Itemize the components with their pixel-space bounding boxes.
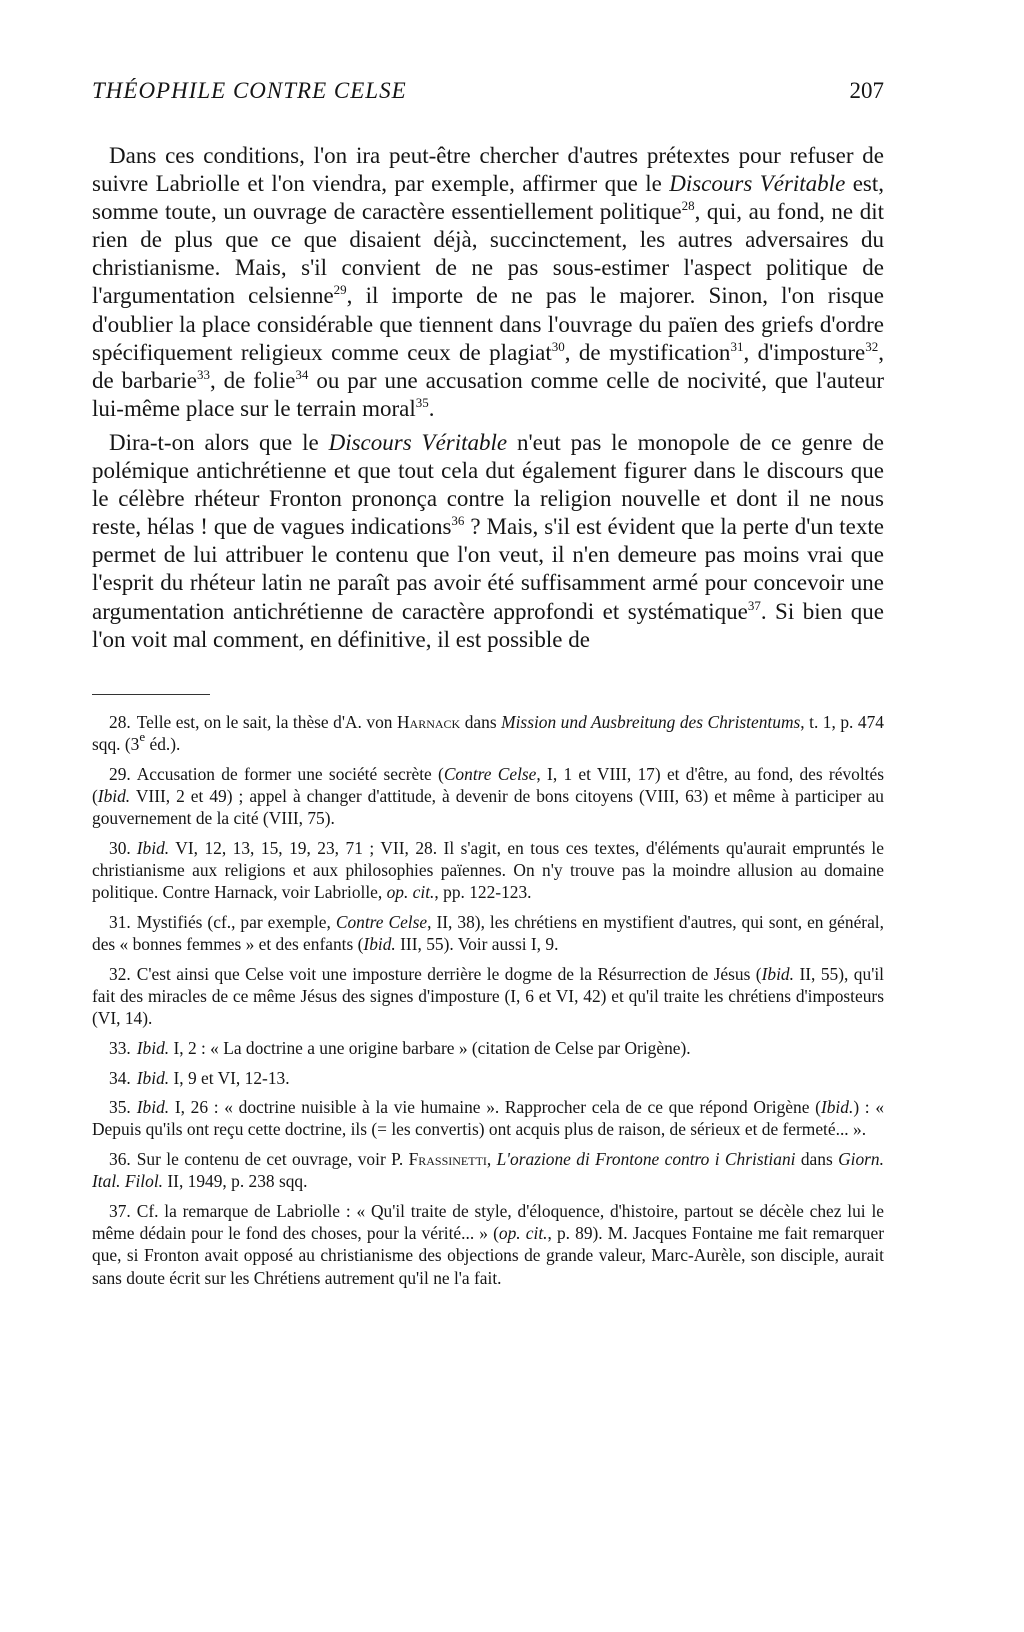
text-run: Cf. la remarque de Labriolle : « Qu'il traite de style, d'éloquence, d'histoire, partout se décèle chez lui le même dédain pour le fond des choses, pour la vérité... » (	[92, 1201, 884, 1244]
text-run: , t. 1, p. 474 sqq. (3	[92, 711, 884, 754]
footnote-ref: 31	[730, 338, 744, 354]
main-text	[92, 142, 884, 654]
text-run: C'est ainsi que Celse voit une imposture derrière le dogme de la Résurrection de Jésus (	[136, 963, 762, 984]
footnote-number: 29.	[109, 763, 131, 784]
footnote-text	[92, 838, 884, 902]
text-run: , de barbarie	[92, 339, 884, 393]
text-run: ou par une accusation comme celle de nocivité, que l'auteur lui-même place sur le terrain moral	[92, 367, 885, 421]
text-run: , p. 89). M. Jacques Fontaine me fait remarquer que, si Fronton avait opposé au christianisme des objections de grande valeur, Marc-Aurèle, son disciple, aurait sans doute écrit sur les Chrétiens autrement qu'il ne l'a fait.	[92, 1223, 884, 1288]
italic-text: Discours Véritable	[669, 171, 846, 197]
footnote-ref: 29	[333, 282, 347, 298]
footnote	[92, 1200, 884, 1289]
italic-text: Contre Celse	[443, 763, 537, 784]
text-run: , II, 38), les chrétiens en mystifient d'autres, qui sont, en général, des « bonnes femmes » et des enfants (	[92, 911, 884, 955]
footnote-number: 33.	[109, 1037, 131, 1058]
footnote-number: 36.	[109, 1149, 131, 1170]
text-run: est, somme toute, un ouvrage de caractère essentiellement politique	[92, 171, 884, 225]
footnote-ref: 30	[551, 338, 565, 354]
footnote-text	[92, 712, 884, 754]
footnote	[92, 837, 884, 904]
footnote-ref: 33	[196, 366, 210, 382]
text-run: Dira-t-on alors que le	[109, 429, 329, 455]
footnote	[92, 1096, 884, 1140]
running-title: THÉOPHILE CONTRE CELSE	[92, 78, 407, 103]
footnote-text	[137, 1038, 691, 1058]
italic-text: Ibid.	[363, 934, 396, 955]
footnote	[92, 1067, 884, 1089]
text-run: , pp. 122-123.	[434, 882, 532, 903]
footnote-number: 37.	[109, 1201, 131, 1222]
footnote-ref: e	[139, 728, 146, 744]
footnote	[92, 763, 884, 830]
text-run: Sur le contenu de cet ouvrage, voir P.	[136, 1149, 409, 1170]
text-run: dans	[795, 1149, 839, 1170]
text-run: , de mystification	[564, 339, 731, 365]
footnote-number: 35.	[109, 1097, 131, 1118]
text-run: Mystifiés (cf., par exemple,	[136, 911, 336, 932]
text-run: I, 2 : « La doctrine a une origine barbare » (citation de Celse par Origène).	[169, 1037, 691, 1058]
italic-text: Ibid.	[97, 785, 131, 806]
footnotes	[92, 711, 884, 1289]
text-run: ? Mais, s'il est évident que la perte d'un texte permet de lui attribuer le contenu que l'on veut, il n'en demeure pas moins vrai que l'esprit du rhéteur latin ne paraît pas avoir été suffisamment armé pour concevoir une argumentation antichrétienne de caractère approfondi et systématique	[92, 514, 884, 624]
text-run: ,	[486, 1149, 497, 1170]
footnote-ref: 28	[681, 198, 695, 214]
text-run: , il importe de ne pas le majorer. Sinon, l'on risque d'oublier la place considérable que tiennent dans l'ouvrage du païen des griefs d'ordre spécifiquement religieux comme ceux de plagiat	[92, 283, 884, 365]
italic-text: Contre Celse	[335, 911, 428, 932]
body-paragraph	[92, 429, 884, 654]
italic-text: Ibid.	[136, 837, 170, 858]
text-run: Dans ces conditions, l'on ira peut-être chercher d'autres prétextes pour refuser de suivre Labriolle et l'on viendra, par exemple, affirmer que le	[92, 143, 884, 197]
text-run: VI, 12, 13, 15, 19, 23, 71 ; VII, 28. Il s'agit, en tous ces textes, d'éléments qu'aurait empruntés le christianisme aux religions et aux philosophies païennes. On n'y trouve pas la moindre allusion au domaine politique. Contre Harnack, voir Labriolle,	[92, 837, 884, 903]
footnote	[92, 963, 884, 1030]
text-run: éd.).	[145, 733, 181, 754]
footnote-ref: 37	[747, 597, 761, 613]
page-header	[92, 78, 884, 118]
footnote-text	[92, 1201, 884, 1288]
italic-text: L'orazione di Frontone contro i Christiani	[496, 1149, 796, 1170]
author-name: Frassinetti	[408, 1149, 487, 1170]
footnote	[92, 1148, 884, 1192]
footnote-number: 31.	[109, 911, 131, 932]
text-run: .	[428, 395, 435, 421]
text-run: dans	[460, 711, 502, 732]
footnote-text	[92, 912, 884, 954]
text-run: , I, 1 et VIII, 17) et d'être, au fond, des révoltés (	[92, 763, 884, 806]
footnote-text	[92, 1149, 884, 1191]
text-run: ) : « Depuis qu'ils ont reçu cette doctrine, ils (= les convertis) ont acquis plus de raison, de sérieux et de fermeté... ».	[92, 1097, 885, 1140]
book-page	[92, 78, 884, 1296]
footnote	[92, 911, 884, 955]
footnote-text	[92, 1097, 884, 1139]
footnote-number: 34.	[109, 1067, 131, 1088]
page-number: 207	[849, 78, 884, 103]
body-paragraph	[92, 142, 884, 423]
text-run: II, 1949, p. 238 sqq.	[163, 1171, 308, 1192]
footnote-number: 30.	[109, 837, 131, 858]
italic-text: op. cit.	[498, 1223, 548, 1244]
footnote-ref: 36	[451, 513, 465, 529]
italic-text: Mission und Ausbreitung des Christentums	[501, 711, 801, 732]
italic-text: Ibid.	[136, 1067, 170, 1088]
italic-text: Ibid.	[761, 963, 794, 984]
text-run: Telle est, on le sait, la thèse d'A. von	[136, 711, 397, 732]
footnote	[92, 711, 884, 755]
italic-text: op. cit.	[386, 882, 435, 903]
footnote-separator	[92, 694, 210, 695]
italic-text: Giorn. Ital. Filol.	[92, 1149, 884, 1192]
text-run: Accusation de former une société secrète (	[136, 763, 444, 784]
footnote-ref: 32	[865, 338, 879, 354]
italic-text: Ibid.	[820, 1097, 854, 1118]
text-run: n'eut pas le monopole de ce genre de polémique antichrétienne et que tout cela dut également figurer dans le discours que le célèbre rhéteur Fronton prononça contre la religion nouvelle et dont il ne nous reste, hélas ! que de vagues indications	[92, 429, 885, 540]
footnote-ref: 35	[415, 394, 429, 410]
text-run: III, 55). Voir aussi I, 9.	[395, 934, 559, 955]
footnote-number: 28.	[109, 711, 131, 732]
italic-text: Ibid.	[136, 1037, 170, 1058]
text-run: , d'imposture	[743, 339, 866, 365]
italic-text: Discours Véritable	[328, 429, 508, 455]
author-name: Harnack	[396, 711, 461, 732]
text-run: VIII, 2 et 49) ; appel à changer d'attitude, à devenir de bons citoyens (VIII, 63) et même à participer au gouvernement de la cité (VIII, 75).	[92, 785, 884, 828]
text-run: . Si bien que l'on voit mal comment, en définitive, il est possible de	[92, 598, 884, 652]
italic-text: Ibid.	[136, 1097, 170, 1118]
text-run: , qui, au fond, ne dit rien de plus que ce que disaient déjà, succinctement, les autres adversaires du christianisme. Mais, s'il convient de ne pas sous-estimer l'aspect politique de l'argumentation celsienne	[92, 199, 884, 309]
footnote-number: 32.	[109, 963, 131, 984]
text-run: II, 55), qu'il fait des miracles de ce même Jésus des signes d'imposture (I, 6 et VI, 42) et qu'il traite les chrétiens d'imposteurs (VI, 14).	[92, 963, 884, 1029]
footnote-text	[92, 764, 884, 828]
footnote	[92, 1037, 884, 1059]
footnote-text	[137, 1068, 290, 1088]
footnote-ref: 34	[295, 366, 309, 382]
text-run: , de folie	[209, 367, 296, 393]
text-run: I, 26 : « doctrine nuisible à la vie humaine ». Rapprocher cela de ce que répond Origène (	[169, 1097, 821, 1118]
text-run: I, 9 et VI, 12-13.	[169, 1067, 290, 1088]
footnote-text	[92, 964, 884, 1028]
